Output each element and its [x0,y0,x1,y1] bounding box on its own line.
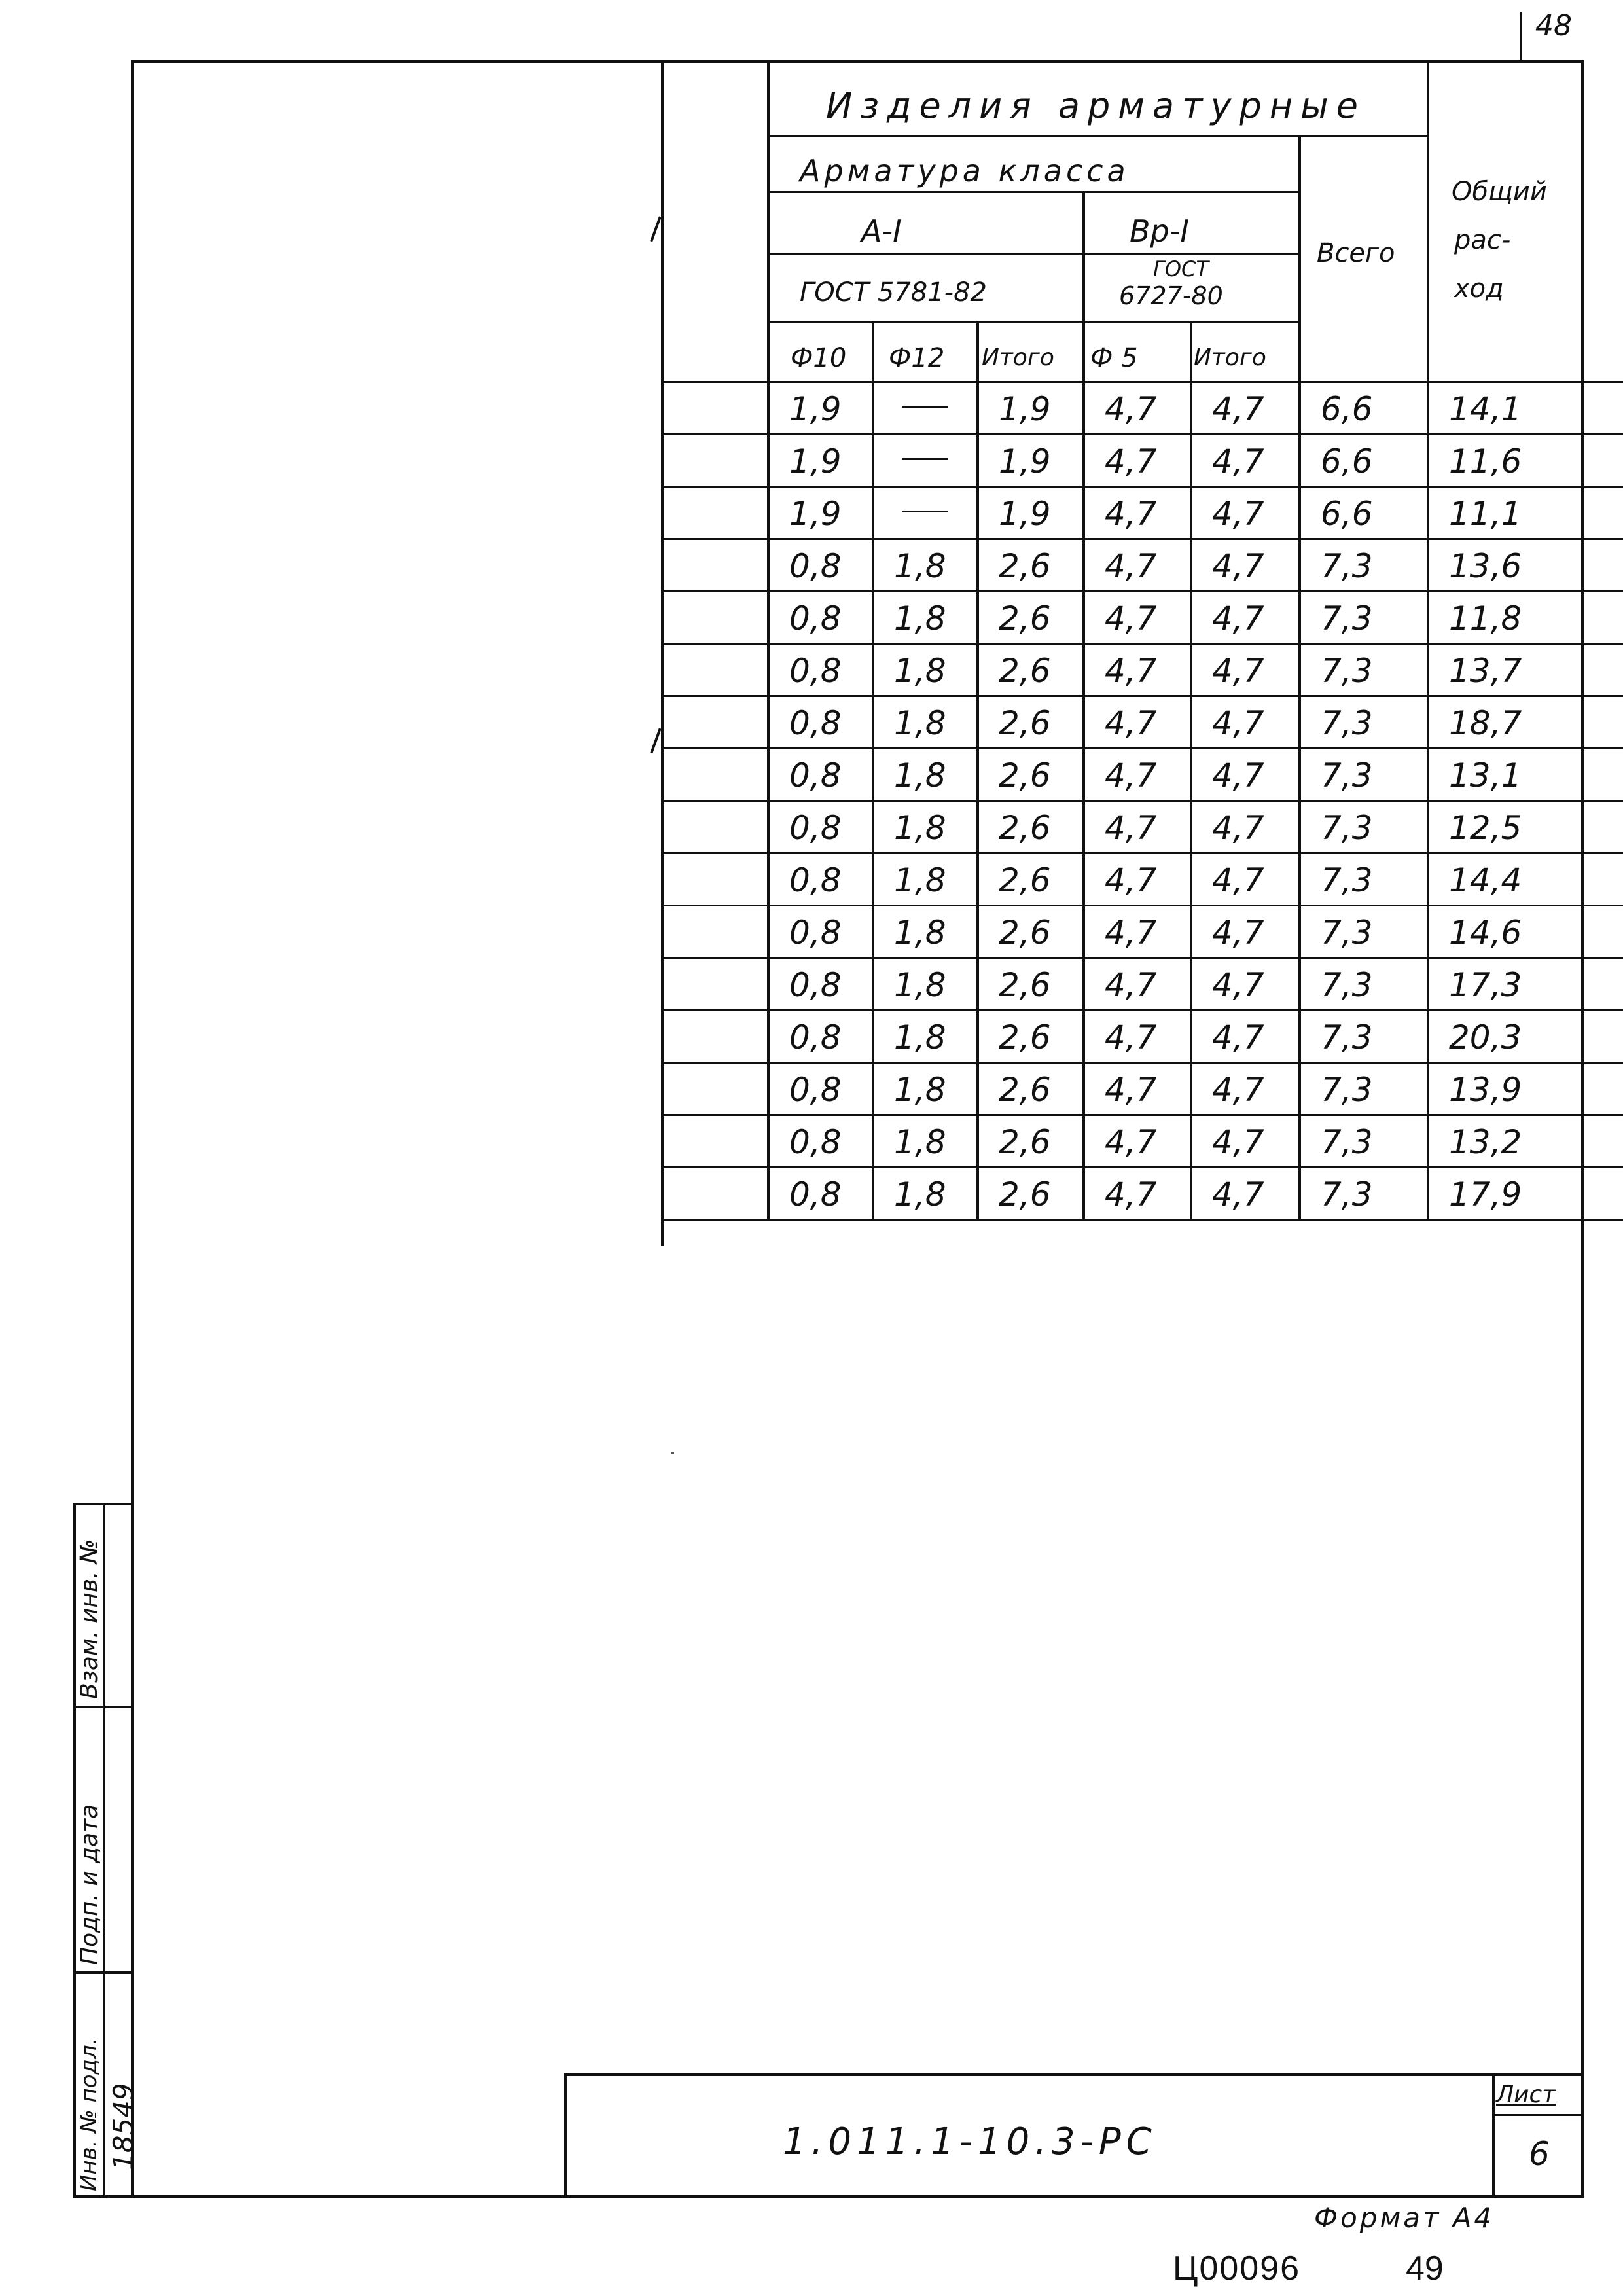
stray-mark [650,217,661,242]
table-row-line [661,433,1623,435]
table-cell: 14,1 [1449,390,1522,428]
table-cell: 2,6 [999,1071,1051,1109]
table-cell: 0,8 [789,1123,842,1161]
table-cell: 1,9 [789,390,842,428]
document-designation: 1.011.1-10.3-PC [783,2121,1157,2163]
table-cell: 2,6 [999,861,1051,899]
table-cell: 2,6 [999,1018,1051,1056]
table-cell: 1,8 [894,1175,946,1213]
table-cell: 0,8 [789,757,842,795]
table-row-line [661,852,1623,854]
table-cell: 13,9 [1449,1071,1522,1109]
table-row-line [661,1219,1623,1221]
archive-number: Ц00096 [1173,2250,1301,2287]
header-col-line [1427,63,1429,1220]
gost-bp1-top: ГОСТ [1153,257,1209,281]
table-cell: 4,7 [1212,704,1264,742]
table-cell: 4,7 [1105,704,1157,742]
table-row-line [661,643,1623,645]
table-row-line [661,381,1623,383]
table-cell: 7,3 [1321,1018,1373,1056]
sheet-label: Лист [1496,2081,1556,2108]
table-cell: 11,8 [1449,600,1522,637]
table-cell: 1,8 [894,600,946,637]
table-cell: 11,6 [1449,442,1522,480]
table-cell: 1,8 [894,757,946,795]
stamp-inv-value: 18549 [107,2083,139,2170]
table-cell: 6,6 [1321,442,1373,480]
table-cell: 11,1 [1449,495,1522,533]
table-row-line [661,747,1623,749]
table-cell: 17,9 [1449,1175,1522,1213]
table-cell: 0,8 [789,809,842,847]
table-cell: 4,7 [1105,1175,1157,1213]
header-row-line [767,191,1298,193]
table-cell: 4,7 [1212,1018,1264,1056]
top-page-number: 48 [1535,9,1572,43]
sheet-number: 6 [1529,2135,1550,2173]
table-cell: 1,9 [789,442,842,480]
header-col-line [1190,323,1192,1220]
stamp-inv-label: Инв. № подл. [76,2037,102,2191]
table-cell: 4,7 [1212,547,1264,585]
col-itogo-a1: Итого [982,344,1054,371]
table-cell: 0,8 [789,547,842,585]
table-cell: 1,9 [999,495,1051,533]
table-cell: 1,8 [894,652,946,690]
table-cell: 0,8 [789,966,842,1004]
table-cell: 1,9 [999,442,1051,480]
header-row-line [767,253,1298,255]
table-cell: 2,6 [999,600,1051,637]
gost-a1: ГОСТ 5781-82 [800,278,987,308]
table-cell: 4,7 [1105,652,1157,690]
header-row-line [767,135,1429,137]
table-cell: 6,6 [1321,495,1373,533]
header-col-line [976,323,979,1220]
table-cell: 17,3 [1449,966,1522,1004]
table-cell: 7,3 [1321,1123,1373,1161]
stamp-col-divider [103,1503,105,2198]
table-row-line [661,1009,1623,1011]
table-cell: 4,7 [1105,861,1157,899]
format-label: Формат А4 [1314,2202,1495,2234]
archive-page: 49 [1406,2250,1444,2287]
table-cell: 18,7 [1449,704,1522,742]
table-cell: 2,6 [999,757,1051,795]
table-cell: 1,9 [789,495,842,533]
title-block-sheet-divider [1492,2073,1495,2198]
table-cell: 2,6 [999,966,1051,1004]
table-cell: 4,7 [1105,442,1157,480]
overall-label-3: ход [1454,274,1504,304]
table-left-border [661,63,664,1246]
table-cell: 4,7 [1105,390,1157,428]
table-cell: 2,6 [999,809,1051,847]
table-cell-dash [902,511,948,512]
table-cell: 4,7 [1212,914,1264,952]
table-cell: 4,7 [1105,1071,1157,1109]
table-cell: 7,3 [1321,757,1373,795]
overall-label-1: Общий [1452,177,1547,207]
table-cell: 4,7 [1105,600,1157,637]
table-cell: 2,6 [999,652,1051,690]
table-cell: 4,7 [1212,1175,1264,1213]
table-cell: 4,7 [1105,495,1157,533]
header-row-line [767,321,1298,323]
table-cell: 7,3 [1321,600,1373,637]
table-row-line [661,590,1623,592]
table-cell: 1,8 [894,1071,946,1109]
table-row-line [661,1062,1623,1064]
table-cell: 0,8 [789,704,842,742]
table-cell: 2,6 [999,547,1051,585]
table-cell: 0,8 [789,1071,842,1109]
table-cell: 13,2 [1449,1123,1522,1161]
table-cell: 4,7 [1105,757,1157,795]
table-cell: 4,7 [1105,1123,1157,1161]
col-itogo-bp1: Итого [1194,344,1266,371]
table-cell: 7,3 [1321,547,1373,585]
table-cell: 2,6 [999,1175,1051,1213]
table-cell: 4,7 [1212,966,1264,1004]
table-cell: 4,7 [1212,757,1264,795]
overall-label-2: рас- [1454,225,1511,255]
gost-bp1-bottom: 6727-80 [1119,281,1223,310]
table-cell: 4,7 [1105,547,1157,585]
table-row-line [661,800,1623,802]
table-cell: 0,8 [789,1175,842,1213]
table-cell: 1,8 [894,704,946,742]
table-cell: 4,7 [1212,495,1264,533]
table-cell: 6,6 [1321,390,1373,428]
title-block-top [564,2073,1584,2076]
group-label: Арматура класса [800,153,1130,188]
table-cell: 1,8 [894,547,946,585]
table-cell: 4,7 [1212,652,1264,690]
table-cell: 1,8 [894,1018,946,1056]
table-row-line [661,1166,1623,1168]
stamp-vzam-label: Взам. инв. № [76,1539,103,1699]
table-cell: 14,4 [1449,861,1522,899]
table-cell: 4,7 [1212,809,1264,847]
table-cell-dash [902,406,948,408]
table-title: Изделия арматурные [826,85,1366,126]
title-block [564,2073,1584,2198]
table-cell: 7,3 [1321,1175,1373,1213]
stamp-podp-label: Подп. и дата [76,1804,103,1965]
table-cell: 1,8 [894,966,946,1004]
table-cell: 4,7 [1105,809,1157,847]
speck [671,1452,674,1454]
col-f12: Ф12 [889,343,945,373]
table-cell: 0,8 [789,1018,842,1056]
table-cell: 7,3 [1321,966,1373,1004]
table-cell: 7,3 [1321,704,1373,742]
table-cell: 1,8 [894,914,946,952]
class-a1: A-I [861,213,902,249]
table-cell: 4,7 [1105,966,1157,1004]
table-cell: 0,8 [789,914,842,952]
table-cell: 1,9 [999,390,1051,428]
table-cell: 2,6 [999,914,1051,952]
table-cell: 7,3 [1321,809,1373,847]
class-bp1: Bp-I [1130,213,1189,249]
table-cell: 12,5 [1449,809,1522,847]
col-f10: Ф10 [791,343,847,373]
col-f5: Ф 5 [1090,343,1138,373]
table-cell: 4,7 [1212,600,1264,637]
table-cell: 2,6 [999,704,1051,742]
table-cell: 4,7 [1105,914,1157,952]
table-cell: 0,8 [789,652,842,690]
table-row-line [661,905,1623,906]
table-cell: 7,3 [1321,1071,1373,1109]
table-cell: 0,8 [789,861,842,899]
total-label: Всего [1317,238,1395,268]
stamp-row-divider-1 [73,1706,134,1708]
table-row-line [661,538,1623,540]
table-cell: 2,6 [999,1123,1051,1161]
table-cell: 7,3 [1321,861,1373,899]
table-cell-dash [902,458,948,460]
title-block-sheet-row [1492,2114,1584,2116]
table-row-line [661,695,1623,697]
table-cell: 13,6 [1449,547,1522,585]
table-cell: 4,7 [1212,861,1264,899]
stray-mark [650,728,661,754]
table-cell: 4,7 [1212,1071,1264,1109]
table-cell: 1,8 [894,1123,946,1161]
table-cell: 13,1 [1449,757,1522,795]
table-cell: 20,3 [1449,1018,1522,1056]
table-cell: 1,8 [894,809,946,847]
table-cell: 14,6 [1449,914,1522,952]
table-cell: 13,7 [1449,652,1522,690]
table-row-line [661,957,1623,959]
stamp-row-divider-2 [73,1971,134,1974]
table-cell: 4,7 [1212,442,1264,480]
header-col-line [1082,192,1085,1220]
header-col-line [872,323,874,1220]
table-row-line [661,1114,1623,1116]
table-cell: 7,3 [1321,914,1373,952]
header-col-line [767,63,770,1220]
table-cell: 4,7 [1212,1123,1264,1161]
table-cell: 1,8 [894,861,946,899]
header-col-line [1298,135,1301,1220]
table-cell: 4,7 [1105,1018,1157,1056]
side-stamp [73,1503,139,2198]
title-block-left [564,2073,567,2198]
table-row-line [661,486,1623,488]
table-cell: 7,3 [1321,652,1373,690]
table-cell: 4,7 [1212,390,1264,428]
table-cell: 0,8 [789,600,842,637]
